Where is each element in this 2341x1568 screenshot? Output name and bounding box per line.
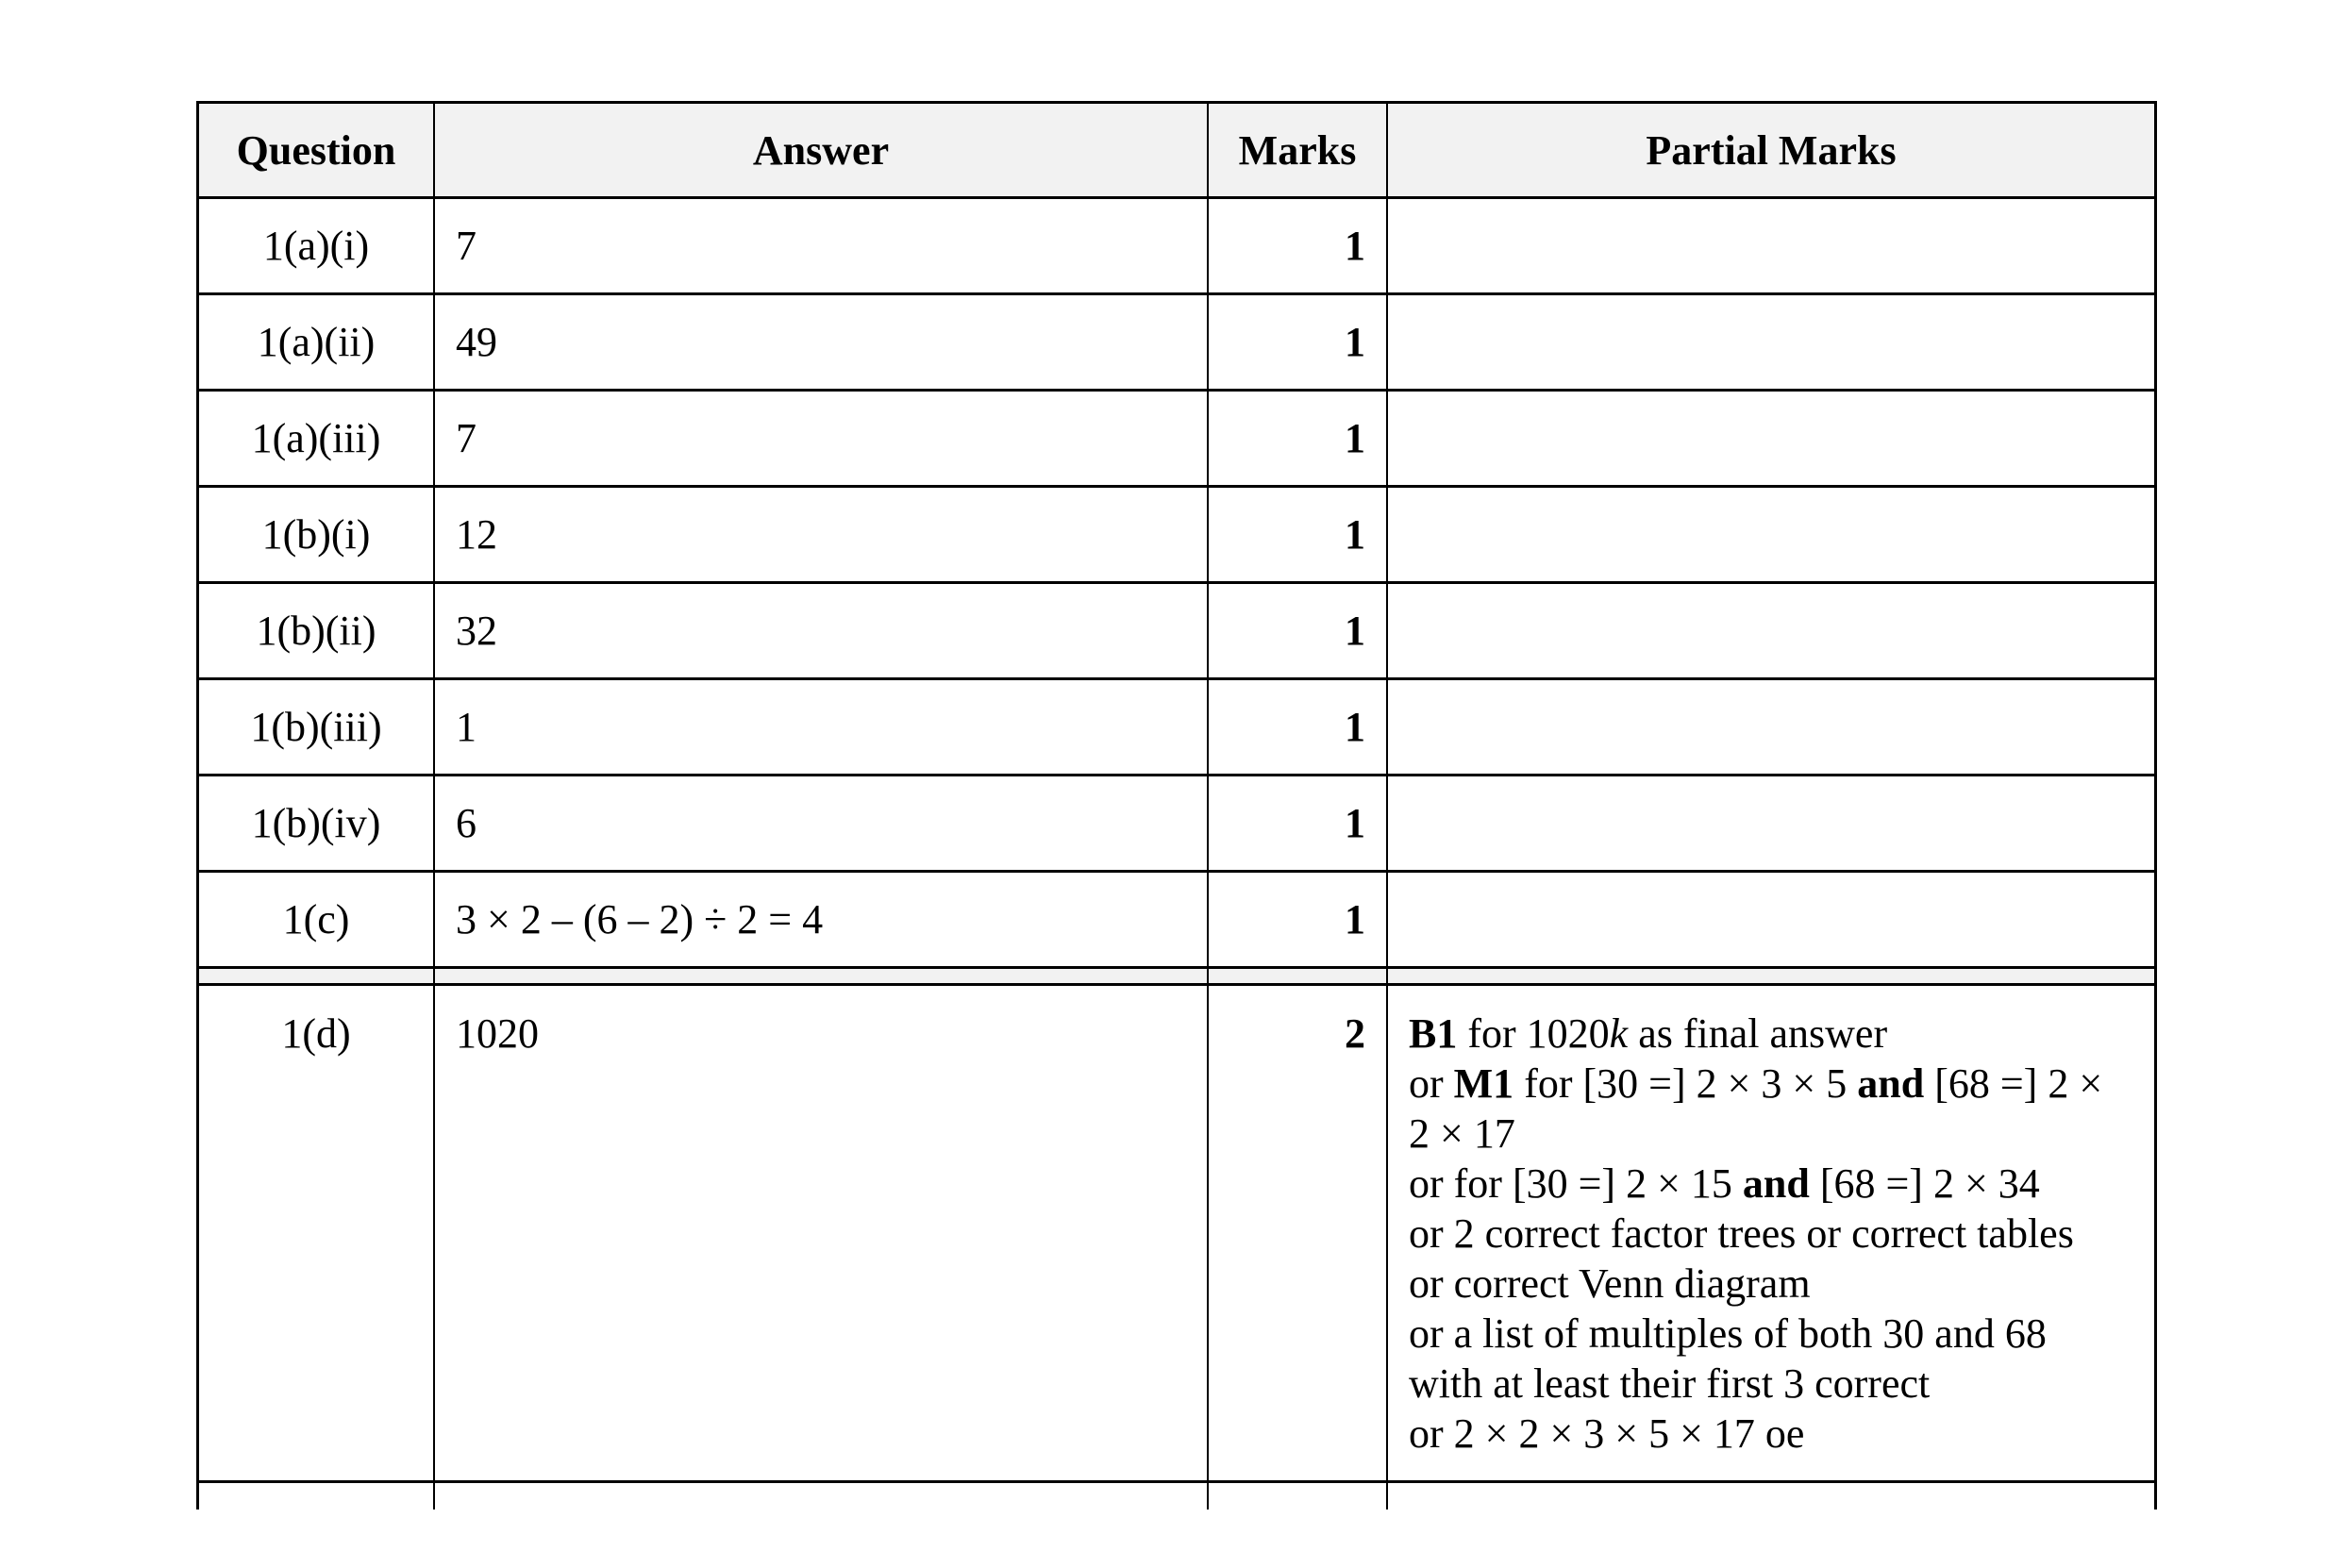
- question-cell: 1(d): [199, 986, 435, 1480]
- and-keyword: and: [1857, 1060, 1925, 1107]
- partial-marks-cell: [1388, 584, 2154, 677]
- question-cell: 1(a)(i): [199, 199, 435, 292]
- mark-scheme-table: [196, 101, 2157, 1510]
- answer-cell: 32: [435, 584, 1209, 677]
- partial-text: for 1020: [1457, 1010, 1610, 1057]
- answer-cell: 49: [435, 295, 1209, 389]
- partial-text: or for [30 =] 2 × 15: [1409, 1160, 1743, 1207]
- partial-marks-cell: [1388, 199, 2154, 292]
- table-row: [196, 776, 2157, 873]
- marks-cell: 1: [1209, 488, 1388, 581]
- answer-cell: 1: [435, 680, 1209, 774]
- and-keyword: and: [1742, 1160, 1810, 1207]
- partial-marks-line: [1409, 1059, 2137, 1109]
- question-cell: 1(b)(iv): [199, 776, 435, 870]
- divider-cell: [1388, 969, 2154, 983]
- answer-cell: 7: [435, 199, 1209, 292]
- table-row: [196, 986, 2157, 1483]
- partial-marks-line: or a list of multiples of both 30 and 68: [1409, 1310, 2047, 1357]
- marks-cell: 1: [1209, 584, 1388, 677]
- marks-cell: 2: [1209, 986, 1388, 1480]
- question-cell: 1(a)(iii): [199, 392, 435, 485]
- divider-cell: [435, 969, 1209, 983]
- partial-text: [68 =] 2 ×: [1924, 1060, 2103, 1107]
- mark-code-b1: B1: [1409, 1010, 1458, 1057]
- table-row: [196, 680, 2157, 776]
- answer-cell: 6: [435, 776, 1209, 870]
- table-row: [196, 295, 2157, 392]
- table-row: [196, 584, 2157, 680]
- question-cell: 1(b)(ii): [199, 584, 435, 677]
- partial-marks-line: or correct Venn diagram: [1409, 1260, 1811, 1307]
- question-cell: 1(b)(i): [199, 488, 435, 581]
- marks-cell: 1: [1209, 295, 1388, 389]
- partial-marks-line: or 2 × 2 × 3 × 5 × 17 oe: [1409, 1410, 1805, 1457]
- marks-cell: 1: [1209, 873, 1388, 966]
- continuation-row: [196, 1483, 2157, 1510]
- table-header-row: [196, 101, 2157, 199]
- partial-text: or: [1409, 1060, 1454, 1107]
- partial-marks-cell: [1388, 873, 2154, 966]
- partial-text: as final answer: [1628, 1010, 1888, 1057]
- partial-marks-cell: [1388, 776, 2154, 870]
- marks-cell: 1: [1209, 680, 1388, 774]
- continuation-cell: [1209, 1483, 1388, 1510]
- continuation-cell: [1388, 1483, 2154, 1510]
- question-cell: 1(b)(iii): [199, 680, 435, 774]
- partial-marks-cell: [1388, 986, 2154, 1480]
- answer-cell: 3 × 2 – (6 – 2) ÷ 2 = 4: [435, 873, 1209, 966]
- variable-k: k: [1609, 1010, 1629, 1057]
- header-question: Question: [199, 104, 435, 196]
- table-row: [196, 488, 2157, 584]
- header-answer: Answer: [435, 104, 1209, 196]
- partial-marks-cell: [1388, 295, 2154, 389]
- divider-cell: [199, 969, 435, 983]
- partial-marks-line: [1409, 1159, 2137, 1209]
- table-row: [196, 199, 2157, 295]
- answer-cell: 7: [435, 392, 1209, 485]
- partial-text: [68 =] 2 × 34: [1809, 1160, 2040, 1207]
- partial-marks-line: or 2 correct factor trees or correct tables: [1409, 1210, 2074, 1257]
- marks-cell: 1: [1209, 199, 1388, 292]
- partial-marks-line: 2 × 17: [1409, 1110, 1515, 1157]
- header-partial-marks: Partial Marks: [1646, 126, 1897, 174]
- marks-cell: 1: [1209, 392, 1388, 485]
- marks-cell: 1: [1209, 776, 1388, 870]
- mark-code-m1: M1: [1453, 1060, 1514, 1107]
- answer-cell: 12: [435, 488, 1209, 581]
- answer-cell: 1020: [435, 986, 1209, 1480]
- partial-marks-line: with at least their first 3 correct: [1409, 1360, 1931, 1407]
- question-cell: 1(a)(ii): [199, 295, 435, 389]
- partial-marks-line: [1409, 1009, 2137, 1059]
- continuation-cell: [199, 1483, 435, 1510]
- partial-marks-cell: [1388, 488, 2154, 581]
- continuation-cell: [435, 1483, 1209, 1510]
- table-row: [196, 873, 2157, 969]
- question-cell: 1(c): [199, 873, 435, 966]
- divider-cell: [1209, 969, 1388, 983]
- section-divider-row: [196, 969, 2157, 986]
- table-row: [196, 392, 2157, 488]
- partial-text: for [30 =] 2 × 3 × 5: [1513, 1060, 1858, 1107]
- partial-marks-cell: [1388, 392, 2154, 485]
- partial-marks-cell: [1388, 680, 2154, 774]
- header-marks: Marks: [1209, 104, 1388, 196]
